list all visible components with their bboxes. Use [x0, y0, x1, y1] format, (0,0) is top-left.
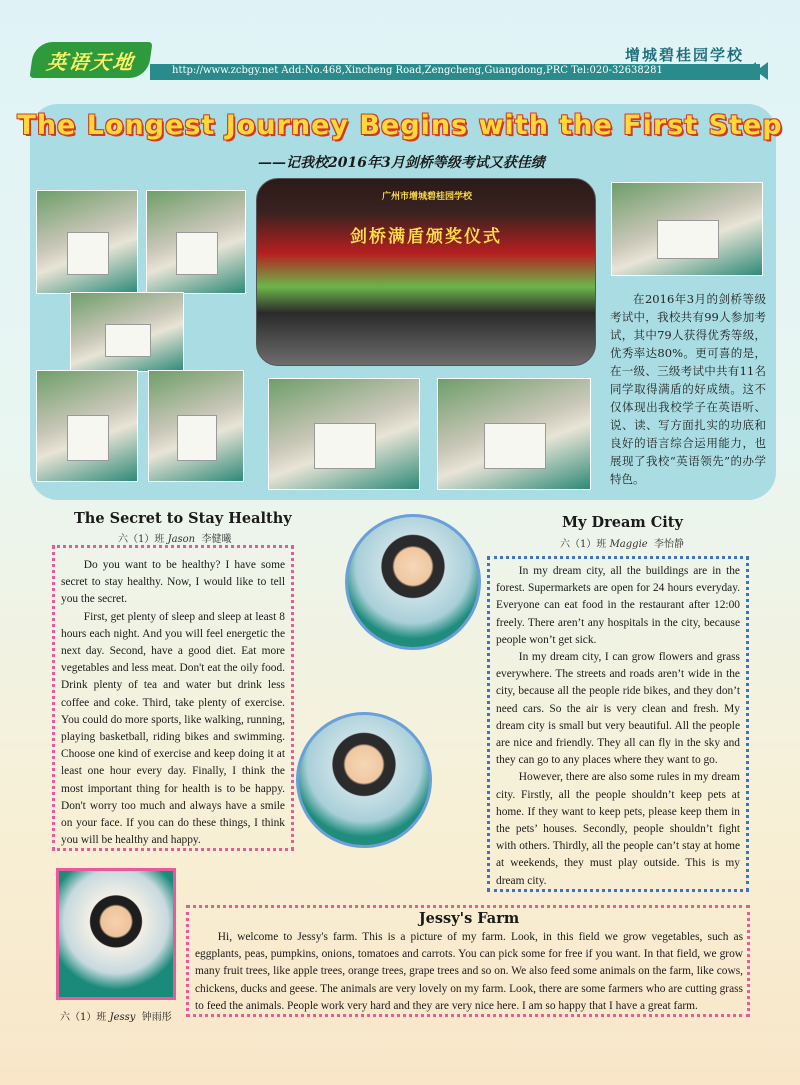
- author-portrait: [296, 712, 432, 848]
- chevron-left-icon: [744, 62, 756, 80]
- paragraph: Hi, welcome to Jessy's farm. This is a picture of my farm. Look, in this field we grow vegetables, such as eggplants, peas, pumpkins, onions, tomatoes and carrots. You can pick some for free if you want. In that field, we grow many fruit trees, like apple trees, orange trees, grape trees and so on. We also feed some animals on the farm, like cows, chickens, ducks and geese. The animals are very lovely on my farm. Look, there are some farmers who are cutting grass to feed the animals. People work very hard and they are very nice here. I am so happy that I have a great farm.: [195, 931, 743, 1012]
- author-portrait: [56, 868, 176, 1000]
- article-body: [487, 556, 749, 892]
- paragraph: First, get plenty of sleep and sleep at least 8 hours each night. And you will feel energetic the next day. Second, have a good diet. Eat more vegetables and less meat. Don't eat the oily food. Drink plenty of tea and water but drink less coffee and coke. Third, take plenty of exercise. You could do more sports, like walking, running, playing basketball, riding bikes and swimming. Choose one kind of exercise and keep doing it at least one hour every day. Finally, I think the most important thing for health is to be happy. Don't worry too much and always have a smile on your face. If you can do these things, I think you will be healthy and happy.: [61, 610, 285, 847]
- student-photo: [70, 292, 184, 372]
- paragraph: However, there are also some rules in my dream city. Firstly, all the people shouldn’t keep pets at home. If they want to keep pets, please keep them in the pets’ houses. Secondly, people shouldn’t fight with others. Thirdly, all the people can’t stay at home at weekends, they must play outside. This is my dream city.: [496, 771, 740, 887]
- article-title: My Dream City: [562, 514, 683, 531]
- group-photo: [268, 378, 420, 490]
- feature-subtitle: ——记我校2016年3月剑桥等级考试又获佳绩: [258, 155, 545, 171]
- school-name: 增城碧桂园学校: [624, 46, 744, 64]
- author-portrait: [345, 514, 481, 650]
- article-title: Jessy's Farm: [418, 910, 520, 927]
- article-byline: 六（1）班 Jason 李健曦: [118, 534, 232, 545]
- article-body: [52, 545, 294, 851]
- award-ceremony-photo: [256, 178, 596, 366]
- paragraph: Do you want to be healthy? I have some secret to stay healthy. Now, I would like to tell you the secret.: [61, 559, 285, 606]
- portrait-caption: 六（1）班 Jessy 钟雨彤: [60, 1012, 172, 1023]
- article-byline: 六（1）班 Maggie 李怡静: [560, 539, 685, 550]
- student-photo: [148, 370, 244, 482]
- paragraph: In my dream city, I can grow flowers and grass everywhere. The streets and roads aren’t wide in the city, because all the people ride bikes, and they don’t need cars. So the air is very clean and fresh. My dream city is small but very beautiful. All the people are nice and friendly. They all can fly in the sky and they can go to any places where they want to go.: [496, 651, 740, 767]
- student-photo: [611, 182, 763, 276]
- article-body: [186, 905, 750, 1017]
- stage-school-name: 广州市增城碧桂园学校: [381, 192, 472, 202]
- chevron-left-icon: [756, 62, 768, 80]
- magazine-logo: 英语天地: [29, 42, 152, 78]
- article-title: The Secret to Stay Healthy: [74, 510, 292, 527]
- feature-title: The Longest Journey Begins with the First Step: [17, 110, 783, 141]
- paragraph: In my dream city, all the buildings are in the forest. Supermarkets are open for 24 hours everyday. Everyone can eat food in the restaurant after 12:00 freely. There aren’t any hospitals in the city, because people won’t get sick.: [496, 565, 740, 646]
- stage-banner: 剑桥满盾颁奖仪式: [350, 227, 502, 247]
- student-photo: [146, 190, 246, 294]
- school-contact-line: http://www.zcbgy.net Add:No.468,Xincheng Road,Zengcheng,Guangdong,PRC Tel:020-32638281: [172, 65, 663, 76]
- feature-text: 在2016年3月的剑桥等级考试中，我校共有99人参加考试，其中79人获得优秀等级，优秀率达80%。更可喜的是，在一级、三级考试中共有11名同学取得满盾的好成绩。这不仅体现出我校学子在英语听、说、读、写方面扎实的功底和良好的语言综合运用能力，也展现了我校“英语领先”的办学特色。: [610, 292, 766, 486]
- student-photo: [36, 370, 138, 482]
- student-photo: [36, 190, 138, 294]
- group-photo: [437, 378, 591, 490]
